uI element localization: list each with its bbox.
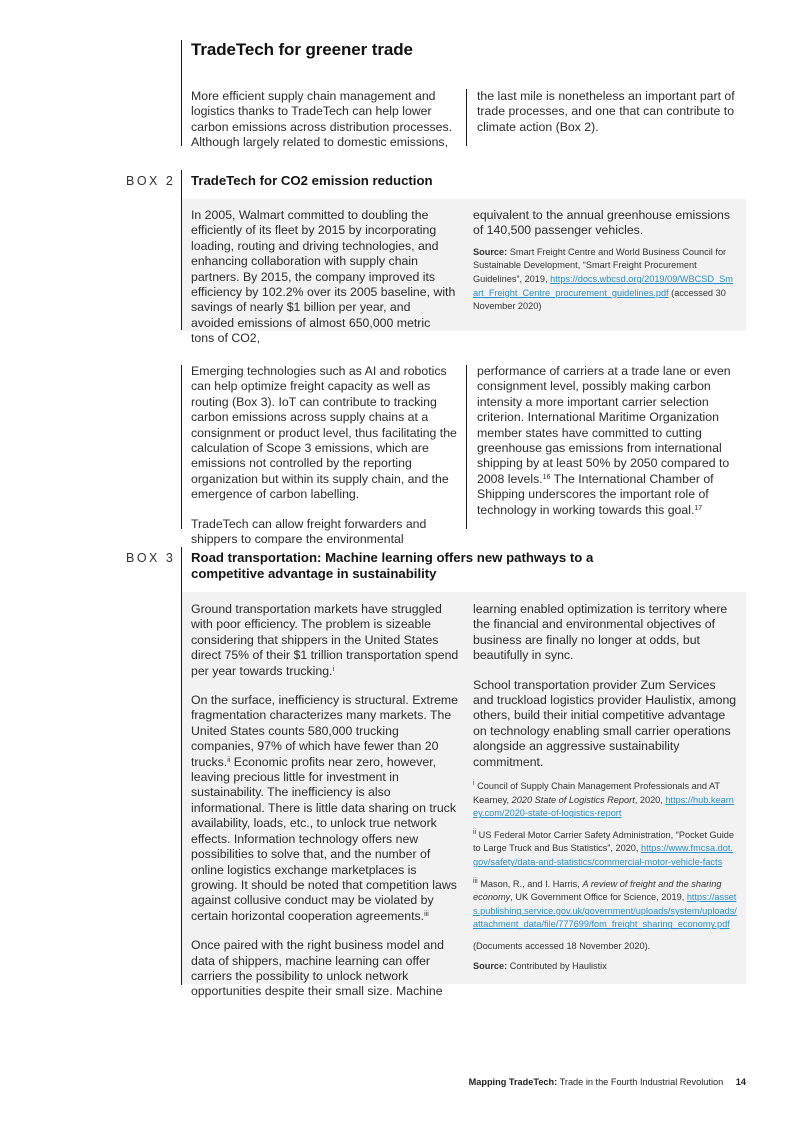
box3-ref3-link[interactable]: https://assets.publishing.service.gov.uk/government/uploads/system/uploads/attachment_data/file/777699/fom_freight_sharing_economy.pdf [473,892,737,930]
box3-source-label: Source: [473,960,508,971]
mid-rule-intro [466,89,467,146]
box3-ref3-mark: iii [473,877,478,885]
box2-left-column [191,208,456,347]
box3-source [473,960,738,974]
middle-left-column [191,364,459,547]
box3-ref3 [473,878,738,932]
left-rule-section [181,40,182,146]
box2-source-accessed: (accessed 30 November 2020) [473,287,726,312]
box2-source-label: Source: [473,246,508,257]
box3-right-p1: learning enabled optimization is territory where the financial and environmental objectives of business are finally no longer at odds, but beautifully in sync. [473,602,728,663]
mid-rule-middle [466,365,467,529]
box3-ref-i-mark[interactable]: i [332,665,335,673]
section-title: TradeTech for greener trade [191,40,413,59]
box3-label: BOX 3 [126,551,176,565]
box3-ref3-text: Mason, R., and I. Harris, [477,878,580,889]
footnote-16[interactable]: 16 [542,473,551,481]
intro-left-column [191,89,453,151]
box2-source-link[interactable]: https://docs.wbcsd.org/2019/09/WBCSD_Smart_Freight_Centre_procurement_guidelines.pdf [473,274,733,298]
box2-right-column [473,208,738,314]
intro-right-text: the last mile is nonetheless an important part of trade processes, and one that can contribute to climate action (Box 2). [477,89,735,134]
box3-left-p2-text-a: On the surface, inefficiency is structural. Extreme fragmentation characterizes many markets. The United States counts 580,000 trucking companies, 97% of which have fewer than 20 trucks. [191,693,458,769]
box3-ref1-title: 2020 State of Logistics Report [511,794,635,805]
box2-title: TradeTech for CO2 emission reduction [191,173,433,188]
box3-ref1-mark: i [473,780,475,788]
box3-accessed: (Documents accessed 18 November 2020). [473,941,651,951]
box3-left-p1-text: Ground transportation markets have struggled with poor efficiency. The problem is sizeable considering that shippers in the United States direct 75% of their $1 trillion transportation spend per year towards trucking. [191,602,459,678]
middle-right-column [477,364,735,518]
intro-left-text: More efficient supply chain management and logistics thanks to TradeTech can help lower carbon emissions across distribution processes. Although largely related to domestic emissions, [191,89,453,150]
box3-ref3-title: A review of freight and the sharing economy [473,878,722,903]
footer-title-rest: Trade in the Fourth Industrial Revolution [559,1077,724,1087]
box3-ref2-mark: ii [473,828,477,836]
box3-ref1-link[interactable]: https://hub.kearney.com/2020-state-of-logistics-report [473,794,734,819]
footnote-17[interactable]: 17 [694,504,703,512]
page-number: 14 [735,1077,746,1087]
box3-ref1 [473,780,738,821]
box3-right-column [473,602,738,973]
left-rule-middle [181,365,182,529]
box3-right-p2: School transportation provider Zum Services and truckload logistics provider Haulistix, among others, build their initial competitive advantage on technology enabling small carrier operations alongside an aggressive sustainability commitment. [473,677,737,769]
box3-ref2-link[interactable]: https://www.fmcsa.dot.gov/safety/data-and-statistics/commercial-motor-vehicle-facts [473,843,733,868]
middle-right-text-a: performance of carriers at a trade lane or even consignment level, possibly making carbon intensity a more important carrier selection criterion. International Maritime Organization member states have committed to cutting greenhouse gas emissions from international shipping by at least 50% by 2050 compared to 2008 levels. [477,364,731,486]
box3-source-text: Contributed by Haulistix [509,960,607,971]
box3-title: Road transportation: Machine learning offers new pathways to a competitive advantage in sustainability [191,550,594,581]
middle-left-p2: TradeTech can allow freight forwarders and shippers to compare the environmental [191,516,427,547]
box3-ref-iii-mark[interactable]: iii [424,910,429,918]
intro-right-column [477,89,735,135]
box3-ref2-text: US Federal Motor Carrier Safety Administration, “Pocket Guide to Large Truck and Bus Statistics”, 2020, [473,829,734,854]
box2-right-text: equivalent to the annual greenhouse emissions of 140,500 passenger vehicles. [473,208,731,238]
box2-source [473,246,738,314]
box3-left-p2 [191,693,459,924]
box3-ref1-text2: , 2020, [634,794,663,805]
box3-ref-ii-mark[interactable]: ii [227,756,231,764]
box3-ref3-text2: , UK Government Office for Science, 2019, [510,892,685,903]
box3-ref2 [473,829,738,870]
box3-left-column [191,602,459,1000]
box3-ref1-text: Council of Supply Chain Management Professionals and AT Kearney, [473,781,720,805]
box3-left-p1 [191,602,459,679]
box3-left-p3: Once paired with the right business model and data of shippers, machine learning can offer carriers the possibility to unlock network opportunities despite their small size. Machine [191,938,444,999]
box2-source-text: Smart Freight Centre and World Business Council for Sustainable Development, “Smart Freight Procurement Guidelines”, 2019, [473,246,727,284]
page-footer [469,1077,746,1087]
box3-left-p2-text-b: Economic profits near zero, however, leaving precious little for investment in sustainability. The inefficiency is also informational. There is little data sharing on truck availability, loads, etc., to unlock true network effects. Information technology offers new possibilities to solve that, and the number of online logistics exchange marketplaces is growing. It should be noted that competition laws against collusive conduct may be violated by certain horizontal cooperation agreements. [191,754,457,923]
middle-right-text [477,364,735,518]
middle-left-p1: Emerging technologies such as AI and robotics can help optimize freight capacity as well as routing (Box 3). IoT can contribute to tracking carbon emissions across supply chains at a consignment or product level, thus facilitating the calculation of Scope 3 emissions, which are emissions not controlled by the reporting organization but within its supply chain, and the emergence of carbon labelling. [191,364,457,502]
box2-left-text: In 2005, Walmart committed to doubling the efficiently of its fleet by 2015 by incorporating loading, routing and driving technologies, and enhancing collaboration with supply chain partners. By 2015, the company improved its efficiency by 102.2% over its 2005 baseline, with savings of nearly $1 billion per year, and avoided emissions of almost 650,000 metric tons of CO2, [191,208,456,346]
middle-right-text-b: The International Chamber of Shipping underscores the important role of technology in working towards this goal. [477,471,714,517]
footer-title-bold: Mapping TradeTech: [468,1077,558,1087]
box2-label: BOX 2 [126,174,176,188]
